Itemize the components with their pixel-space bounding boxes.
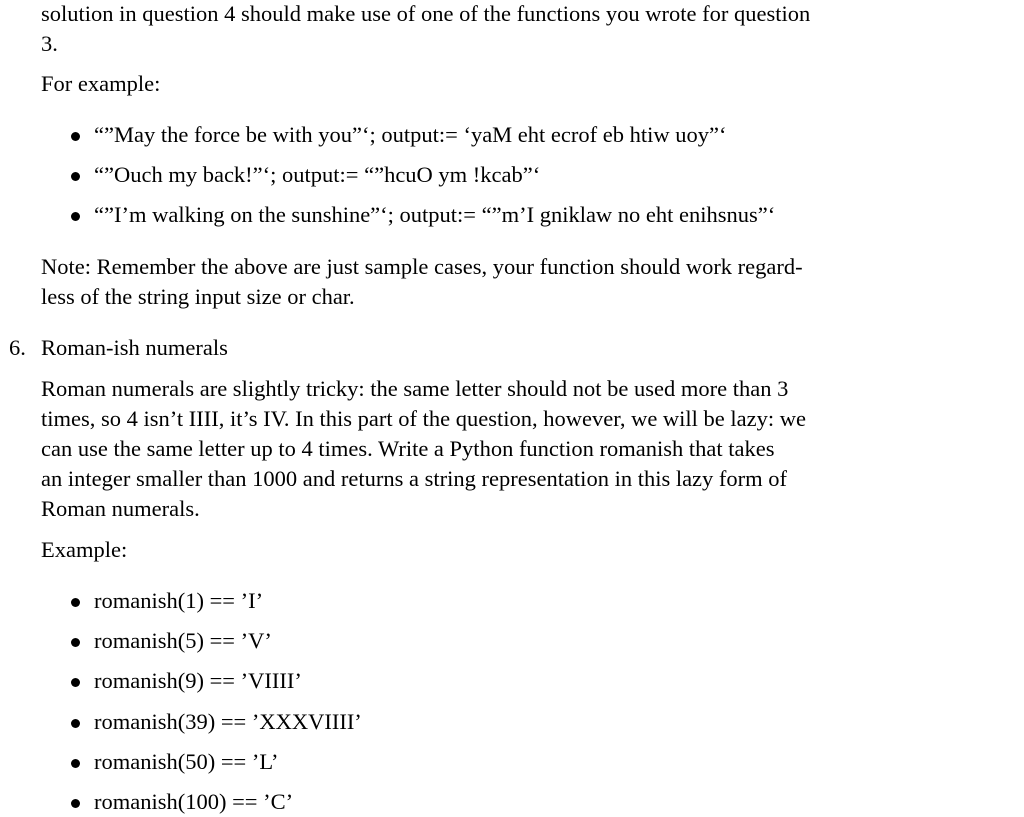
list-item: romanish(1) == ’I’ xyxy=(94,588,264,613)
bullet-icon xyxy=(71,678,80,687)
list-item: romanish(9) == ’VIIII’ xyxy=(94,668,302,693)
romanish-example-heading: Example: xyxy=(41,537,128,562)
list-item: romanish(5) == ’V’ xyxy=(94,628,272,653)
bullet-icon xyxy=(71,638,80,647)
note-line-2: less of the string input size or char. xyxy=(41,284,355,309)
question-number: 6. xyxy=(9,335,26,360)
paragraph-line: Roman numerals are slightly tricky: the same letter should not be used more than 3 xyxy=(41,376,789,401)
paragraph-line: Roman numerals. xyxy=(41,496,200,521)
bullet-icon xyxy=(71,598,80,607)
bullet-icon xyxy=(71,172,80,181)
list-item: romanish(100) == ’C’ xyxy=(94,789,294,814)
paragraph-line: times, so 4 isn’t IIII, it’s IV. In this part of the question, however, we will be lazy: we xyxy=(41,406,806,431)
list-item: romanish(39) == ’XXXVIIII’ xyxy=(94,709,362,734)
paragraph-line: can use the same letter up to 4 times. Write a Python function romanish that takes xyxy=(41,436,775,461)
list-item: “”Ouch my back!”‘; output:= “”hcuO ym !kcab”‘ xyxy=(94,162,541,187)
bullet-icon xyxy=(71,759,80,768)
bullet-icon xyxy=(71,212,80,221)
paragraph-line: an integer smaller than 1000 and returns a string representation in this lazy form of xyxy=(41,466,788,491)
question-title: Roman-ish numerals xyxy=(41,335,228,360)
example-heading: For example: xyxy=(41,71,161,96)
list-item: romanish(50) == ’L’ xyxy=(94,749,279,774)
note-line-1: Note: Remember the above are just sample cases, your function should work regard- xyxy=(41,254,803,279)
intro-line-1: solution in question 4 should make use of one of the functions you wrote for question xyxy=(41,1,811,26)
intro-line-2: 3. xyxy=(41,31,58,56)
bullet-icon xyxy=(71,719,80,728)
list-item: “”I’m walking on the sunshine”‘; output:= “”m’I gniklaw no eht enihsnus”‘ xyxy=(94,202,776,227)
bullet-icon xyxy=(71,799,80,808)
list-item: “”May the force be with you”‘; output:= ‘yaM eht ecrof eb htiw uoy”‘ xyxy=(94,122,727,147)
bullet-icon xyxy=(71,132,80,141)
